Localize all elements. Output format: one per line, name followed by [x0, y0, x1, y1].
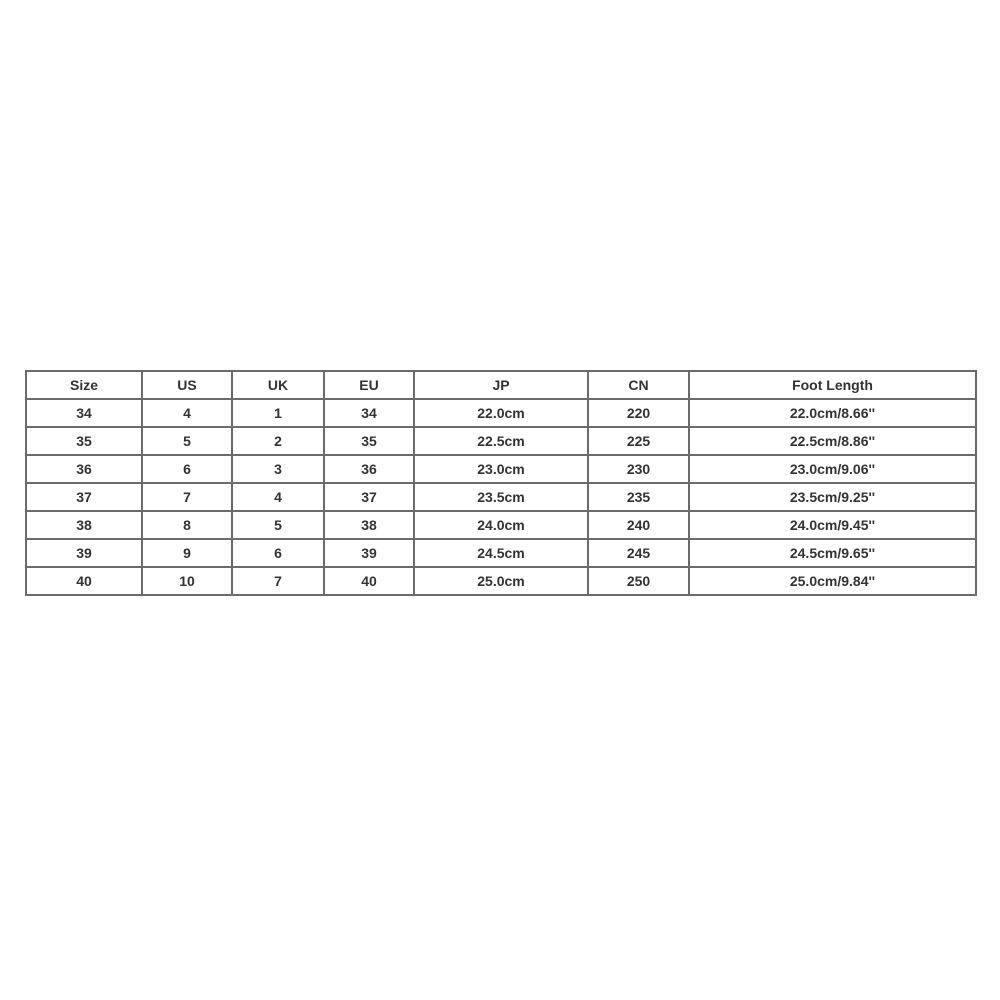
table-row	[26, 483, 976, 511]
cell-us: 5	[142, 427, 232, 455]
cell-jp: 25.0cm	[414, 567, 588, 595]
cell-eu: 34	[324, 399, 414, 427]
cell-us: 8	[142, 511, 232, 539]
table-row	[26, 567, 976, 595]
column-header-us: US	[142, 371, 232, 399]
cell-foot-length: 22.0cm/8.66''	[689, 399, 976, 427]
cell-foot-length: 24.0cm/9.45''	[689, 511, 976, 539]
cell-size: 37	[26, 483, 142, 511]
cell-foot-length: 23.5cm/9.25''	[689, 483, 976, 511]
cell-jp: 22.0cm	[414, 399, 588, 427]
cell-uk: 7	[232, 567, 324, 595]
column-header-foot-length: Foot Length	[689, 371, 976, 399]
column-header-cn: CN	[588, 371, 689, 399]
cell-foot-length: 25.0cm/9.84''	[689, 567, 976, 595]
table-row	[26, 455, 976, 483]
cell-cn: 245	[588, 539, 689, 567]
cell-cn: 220	[588, 399, 689, 427]
cell-jp: 24.0cm	[414, 511, 588, 539]
table-row	[26, 399, 976, 427]
cell-cn: 230	[588, 455, 689, 483]
table-row	[26, 539, 976, 567]
cell-eu: 37	[324, 483, 414, 511]
cell-eu: 39	[324, 539, 414, 567]
cell-uk: 4	[232, 483, 324, 511]
column-header-uk: UK	[232, 371, 324, 399]
cell-size: 34	[26, 399, 142, 427]
table-row	[26, 427, 976, 455]
cell-jp: 24.5cm	[414, 539, 588, 567]
cell-jp: 23.0cm	[414, 455, 588, 483]
cell-size: 35	[26, 427, 142, 455]
size-chart-table	[25, 370, 977, 596]
cell-uk: 5	[232, 511, 324, 539]
cell-jp: 22.5cm	[414, 427, 588, 455]
cell-foot-length: 23.0cm/9.06''	[689, 455, 976, 483]
table-row	[26, 511, 976, 539]
cell-eu: 38	[324, 511, 414, 539]
cell-cn: 250	[588, 567, 689, 595]
cell-uk: 6	[232, 539, 324, 567]
cell-size: 39	[26, 539, 142, 567]
cell-us: 10	[142, 567, 232, 595]
cell-cn: 225	[588, 427, 689, 455]
cell-size: 38	[26, 511, 142, 539]
cell-us: 9	[142, 539, 232, 567]
cell-foot-length: 24.5cm/9.65''	[689, 539, 976, 567]
cell-uk: 1	[232, 399, 324, 427]
cell-size: 40	[26, 567, 142, 595]
cell-us: 7	[142, 483, 232, 511]
cell-uk: 3	[232, 455, 324, 483]
cell-uk: 2	[232, 427, 324, 455]
cell-us: 6	[142, 455, 232, 483]
cell-cn: 240	[588, 511, 689, 539]
cell-eu: 35	[324, 427, 414, 455]
column-header-jp: JP	[414, 371, 588, 399]
cell-foot-length: 22.5cm/8.86''	[689, 427, 976, 455]
column-header-eu: EU	[324, 371, 414, 399]
table-header-row	[26, 371, 976, 399]
cell-us: 4	[142, 399, 232, 427]
cell-cn: 235	[588, 483, 689, 511]
cell-eu: 36	[324, 455, 414, 483]
cell-size: 36	[26, 455, 142, 483]
cell-jp: 23.5cm	[414, 483, 588, 511]
column-header-size: Size	[26, 371, 142, 399]
cell-eu: 40	[324, 567, 414, 595]
